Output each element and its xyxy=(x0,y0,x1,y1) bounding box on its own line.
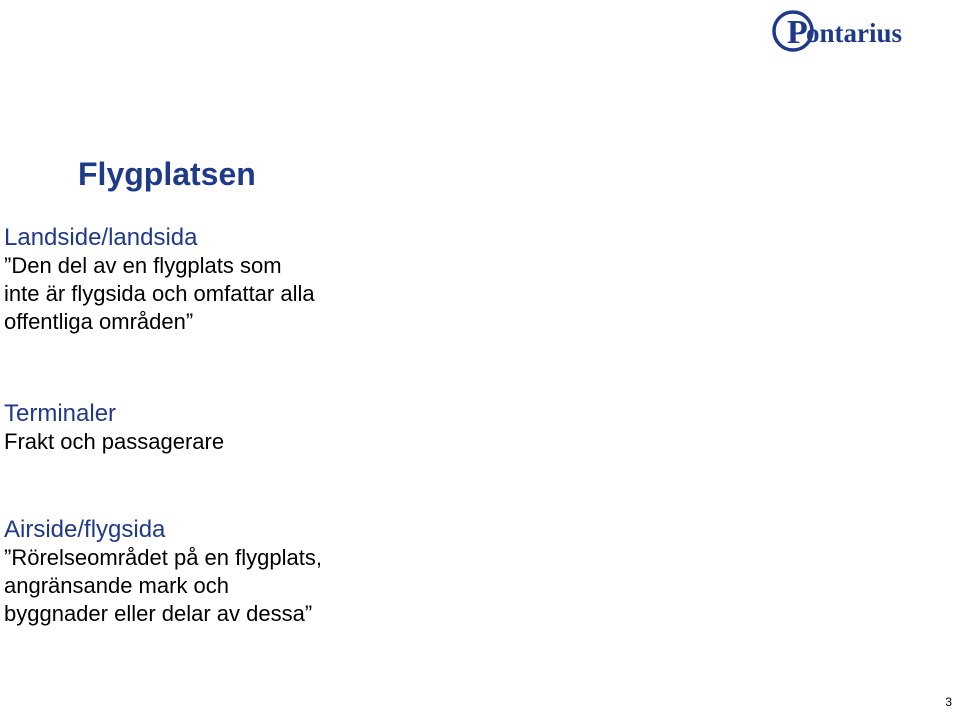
section-text-airside-line-2: angränsande mark och xyxy=(4,573,230,598)
section-airside xyxy=(4,516,322,628)
pontarius-logo xyxy=(770,6,950,56)
logo-wordmark xyxy=(806,18,902,48)
logo-initial: P xyxy=(787,14,808,51)
section-text-landside-line-3: offentliga områden” xyxy=(4,309,194,334)
section-heading-airside: Airside/flygsida xyxy=(4,516,166,543)
section-text-landside-line-2: inte är flygsida och omfattar alla xyxy=(4,281,315,306)
page-number: 3 xyxy=(945,695,952,709)
slide-title: Flygplatsen xyxy=(78,156,256,192)
section-text-airside-line-1: ”Rörelseområdet på en flygplats, xyxy=(4,545,322,570)
section-text-landside-line-1: ”Den del av en flygplats som xyxy=(4,253,282,278)
section-text-terminaler-line-1: Frakt och passagerare xyxy=(4,429,225,454)
section-text-airside-line-3: byggnader eller delar av dessa” xyxy=(4,601,313,626)
section-landside xyxy=(4,224,315,336)
section-heading-terminaler: Terminaler xyxy=(4,400,117,427)
section-terminaler xyxy=(4,400,224,456)
section-heading-landside: Landside/landsida xyxy=(4,224,198,251)
pontarius-logo-mark xyxy=(770,6,950,56)
logo-wordmark-rest: ontarius xyxy=(806,18,903,48)
